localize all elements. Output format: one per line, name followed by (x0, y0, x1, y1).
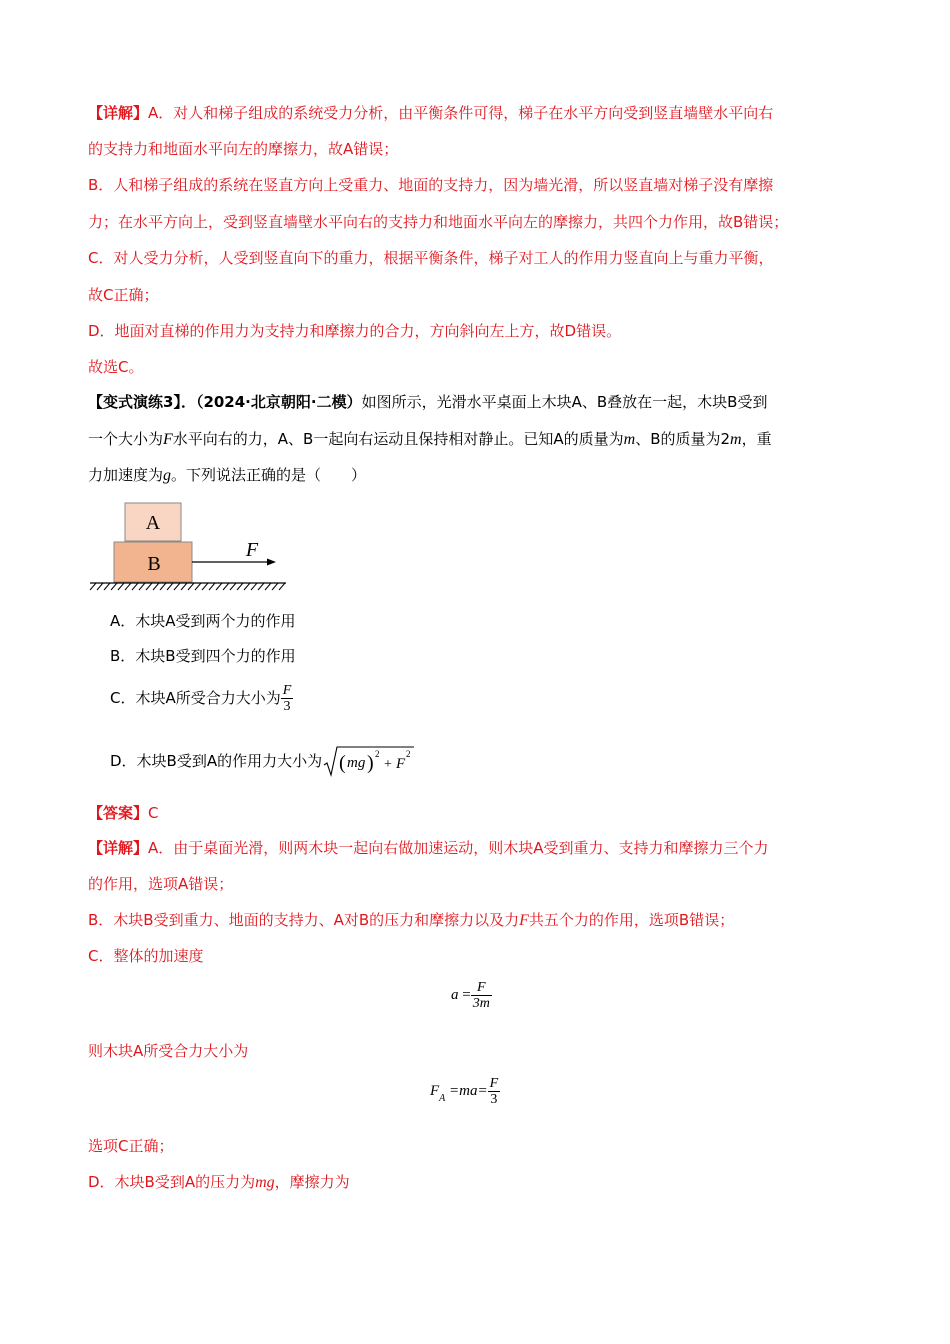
var-m: m (730, 431, 742, 448)
blocks-figure (88, 500, 293, 592)
hatch-stroke (202, 583, 208, 590)
answer-tag: 【答案】 (88, 804, 149, 822)
detail-text: A．对人和梯子组成的系统受力分析，由平衡条件可得，梯子在水平方向受到竖直墙壁水平向右 (148, 104, 774, 122)
detail1-line7: D．地面对直梯的作用力为支持力和摩擦力的合力，方向斜向左上方，故D错误。 (88, 322, 622, 340)
hatch-stroke (181, 583, 187, 590)
var-m: m (623, 431, 636, 448)
text-span: D．木块B受到A的压力为 (88, 1173, 256, 1191)
eq-F: F (430, 1083, 440, 1099)
detail2-line3 (88, 909, 734, 932)
hatch-stroke (230, 583, 236, 590)
eq-subscript: A (439, 1092, 446, 1104)
detail2-line1 (88, 837, 769, 859)
answer-value: C (148, 804, 159, 822)
text-span: 共五个力的作用，选项B错误； (528, 911, 735, 929)
detail-tag: 【详解】 (88, 104, 149, 122)
question-text: 如图所示，光滑水平桌面上木块A、B叠放在一起，木块B受到 (361, 393, 768, 411)
option-d-text: D．木块B受到A的作用力大小为 (110, 752, 323, 770)
detail1-line3: B．人和梯子组成的系统在竖直方向上受重力、地面的支持力，因为墙光滑，所以竖直墙对梯子没有摩擦 (88, 176, 774, 194)
hatch-stroke (265, 583, 271, 590)
block-a-label: A (145, 512, 161, 534)
option-c-text: C．木块A所受合力大小为 (110, 689, 281, 707)
detail-tag: 【详解】 (88, 839, 149, 857)
paren-left: ( (339, 752, 346, 774)
hatch-stroke (258, 583, 264, 590)
expr-plus: + (384, 757, 393, 772)
question-line1 (88, 391, 767, 413)
expr-exp: 2 (375, 749, 380, 759)
hatch-stroke (111, 583, 117, 590)
frac-den: 3 (490, 1092, 498, 1107)
question-line3 (88, 464, 366, 487)
hatch-stroke (97, 583, 103, 590)
text-span: ，摩擦力为 (274, 1173, 350, 1191)
eq-sign: = (462, 987, 471, 1003)
option-a: A．木块A受到两个力的作用 (110, 612, 296, 630)
hatch-stroke (118, 583, 124, 590)
hatch-stroke (174, 583, 180, 590)
var-mg: mg (255, 1174, 275, 1191)
hatch-stroke (160, 583, 166, 590)
var-F: F (163, 431, 173, 448)
paren-right: ) (367, 752, 374, 774)
eq-lhs: a (451, 987, 459, 1003)
text-span: 一个大小为 (88, 430, 164, 448)
frac-num: F (489, 1076, 499, 1091)
equation-net-force (430, 1076, 500, 1107)
text-span: 力加速度为 (88, 466, 164, 484)
fraction-F-over-3 (281, 683, 294, 714)
fraction-F-over-3 (488, 1076, 501, 1107)
hatch-stroke (272, 583, 278, 590)
ground-hatch (90, 583, 285, 590)
force-label: F (245, 539, 259, 561)
detail1-line2: 的支持力和地面水平向左的摩擦力，故A错误； (88, 140, 399, 158)
option-b: B．木块B受到四个力的作用 (110, 647, 296, 665)
detail1-line4: 力；在水平方向上，受到竖直墙壁水平向右的支持力和地面水平向左的摩擦力，共四个力作用，故B错误； (88, 213, 789, 231)
text-span: 水平向右的力，A、B一起向右运动且保持相对静止。已知A的质量为 (172, 430, 624, 448)
expr-mg: mg (347, 755, 366, 771)
detail-text: A．由于桌面光滑，则两木块一起向右做加速运动，则木块A受到重力、支持力和摩擦力三个力 (148, 839, 769, 857)
var-F: F (519, 912, 529, 929)
frac-num: F (477, 980, 486, 995)
frac-den: 3m (472, 996, 490, 1011)
hatch-stroke (146, 583, 152, 590)
text-span: ，重 (741, 430, 772, 448)
frac-num: F (282, 683, 292, 698)
hatch-stroke (90, 583, 96, 590)
option-c (110, 683, 293, 714)
option-d (110, 745, 417, 777)
var-g: g (163, 467, 172, 484)
detail1-line6: 故C正确； (88, 286, 159, 304)
detail2-line6: 选项C正确； (88, 1137, 174, 1155)
hatch-stroke (104, 583, 110, 590)
detail2-line2: 的作用，选项A错误； (88, 875, 234, 893)
question-line2 (88, 428, 772, 451)
detail1-line5: C．对人受力分析，人受到竖直向下的重力，根据平衡条件，梯子对工人的作用力竖直向上与重力平衡， (88, 249, 774, 267)
hatch-stroke (216, 583, 222, 590)
hatch-stroke (132, 583, 138, 590)
hatch-stroke (237, 583, 243, 590)
hatch-stroke (125, 583, 131, 590)
expr-exp2: 2 (406, 749, 411, 759)
hatch-stroke (153, 583, 159, 590)
hatch-stroke (209, 583, 215, 590)
detail1-line8: 故选C。 (88, 358, 144, 376)
answer-line (88, 802, 159, 824)
hatch-stroke (139, 583, 145, 590)
frac-den: 3 (283, 699, 291, 714)
block-b-label: B (147, 553, 161, 575)
text-span: B．木块B受到重力、地面的支持力、A对B的压力和摩擦力以及力 (88, 911, 520, 929)
question-tag: 【变式演练3】．（2024·北京朝阳·二模） (88, 393, 362, 411)
hatch-stroke (188, 583, 194, 590)
text-span: 。下列说法正确的是（ ） (171, 466, 367, 484)
detail2-line5: 则木块A所受合力大小为 (88, 1042, 249, 1060)
fraction-F-over-3m (471, 980, 492, 1011)
eq-mid: =ma= (449, 1083, 488, 1099)
detail1-line1 (88, 102, 773, 124)
hatch-stroke (279, 583, 285, 590)
hatch-stroke (223, 583, 229, 590)
equation-acceleration (451, 980, 492, 1011)
detail2-line4: C．整体的加速度 (88, 947, 204, 965)
hatch-stroke (167, 583, 173, 590)
text-span: 、B的质量为2 (635, 430, 731, 448)
hatch-stroke (251, 583, 257, 590)
arrow-head (267, 559, 276, 566)
detail2-line7 (88, 1171, 350, 1194)
expr-F: F (396, 756, 406, 772)
sqrt-expression (322, 745, 417, 777)
hatch-stroke (244, 583, 250, 590)
hatch-stroke (195, 583, 201, 590)
